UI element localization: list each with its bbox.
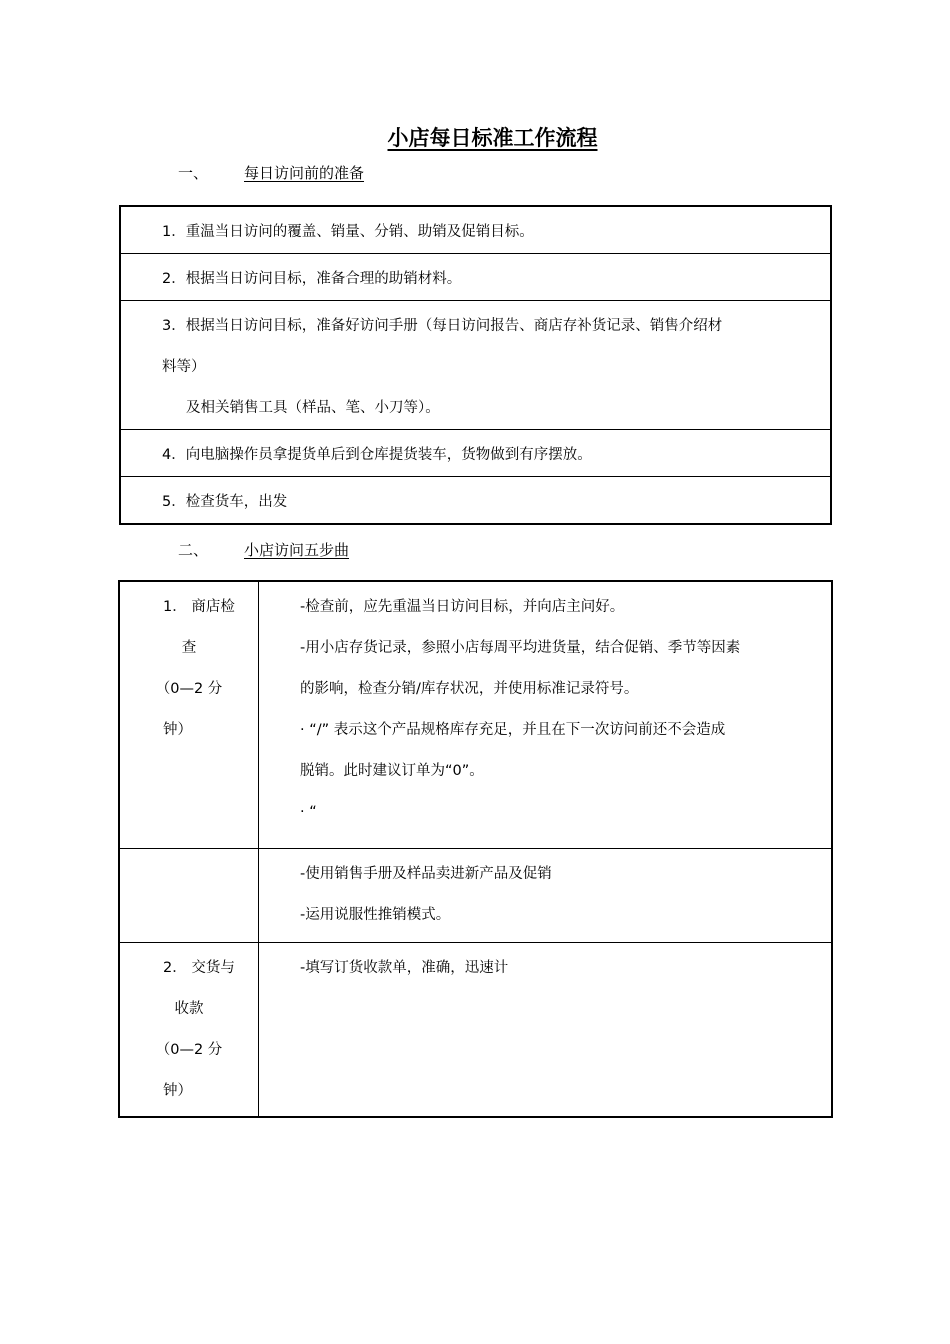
table-row	[119, 848, 832, 942]
table-row	[120, 301, 831, 430]
prep-line: 料等）	[162, 359, 206, 375]
step-label-line: 钟）	[163, 1082, 192, 1099]
prep-cell	[120, 206, 831, 254]
section-title: 小店访问五步曲	[244, 541, 350, 559]
prep-line: 2．根据当日访问目标，准备合理的助销材料。	[162, 271, 462, 287]
table-row	[120, 477, 831, 525]
prep-table	[119, 205, 832, 525]
step-content-line: -填写订货收款单，准确，迅速计	[300, 959, 509, 976]
prep-line: 1．重温当日访问的覆盖、销量、分销、助销及促销目标。	[162, 224, 534, 240]
table-row	[120, 254, 831, 301]
step-content-cell	[259, 848, 833, 942]
section-title: 每日访问前的准备	[244, 164, 365, 182]
prep-cell	[120, 430, 831, 477]
step-content-line: 脱销。此时建议订单为“0”。	[300, 763, 484, 779]
step-content-line: · “/” 表示这个产品规格库存充足，并且在下一次访问前还不会造成	[300, 722, 726, 738]
table-row	[119, 942, 832, 1117]
step-label-line: 查	[181, 640, 197, 656]
step-content-line: · “	[300, 804, 317, 820]
step-content-line: -运用说服性推销模式。	[300, 906, 451, 923]
section-number: 一、	[178, 164, 209, 182]
step-content-line: -检查前，应先重温当日访问目标，并向店主问好。	[300, 599, 625, 615]
step-content-line: 的影响，检查分销/库存状况，并使用标准记录符号。	[300, 681, 639, 697]
section-number: 二、	[178, 541, 209, 559]
step-label-line: 钟）	[163, 722, 192, 738]
table-row	[119, 581, 832, 848]
step-content-line: -用小店存货记录，参照小店每周平均进货量，结合促销、季节等因素	[300, 640, 741, 656]
prep-cell	[120, 301, 831, 430]
prep-cell	[120, 477, 831, 525]
step-content-cell	[259, 942, 833, 1117]
prep-line: 及相关销售工具（样品、笔、小刀等）。	[186, 400, 440, 416]
prep-cell	[120, 254, 831, 301]
prep-line: 4．向电脑操作员拿提货单后到仓库提货装车，货物做到有序摆放。	[162, 447, 592, 463]
step-content-cell	[259, 581, 833, 848]
step-label-line: （0—2 分	[155, 681, 223, 697]
step-label-cell	[119, 848, 259, 942]
step-label-line: 2． 交货与	[163, 959, 235, 976]
prep-line: 3．根据当日访问目标，准备好访问手册（每日访问报告、商店存补货记录、销售介绍材	[162, 318, 723, 334]
step-label-line: 收款	[174, 1000, 204, 1017]
step-content-line: -使用销售手册及样品卖进新产品及促销	[300, 865, 552, 882]
table-row	[120, 430, 831, 477]
step-label-line: 1． 商店检	[163, 599, 235, 615]
table-row	[120, 206, 831, 254]
prep-line: 5．检查货车，出发	[162, 494, 288, 510]
step-label-line: （0—2 分	[155, 1041, 223, 1058]
steps-table	[118, 580, 833, 1118]
step-label-cell	[119, 942, 259, 1117]
step-label-cell	[119, 581, 259, 848]
page-title: 小店每日标准工作流程	[387, 126, 598, 150]
